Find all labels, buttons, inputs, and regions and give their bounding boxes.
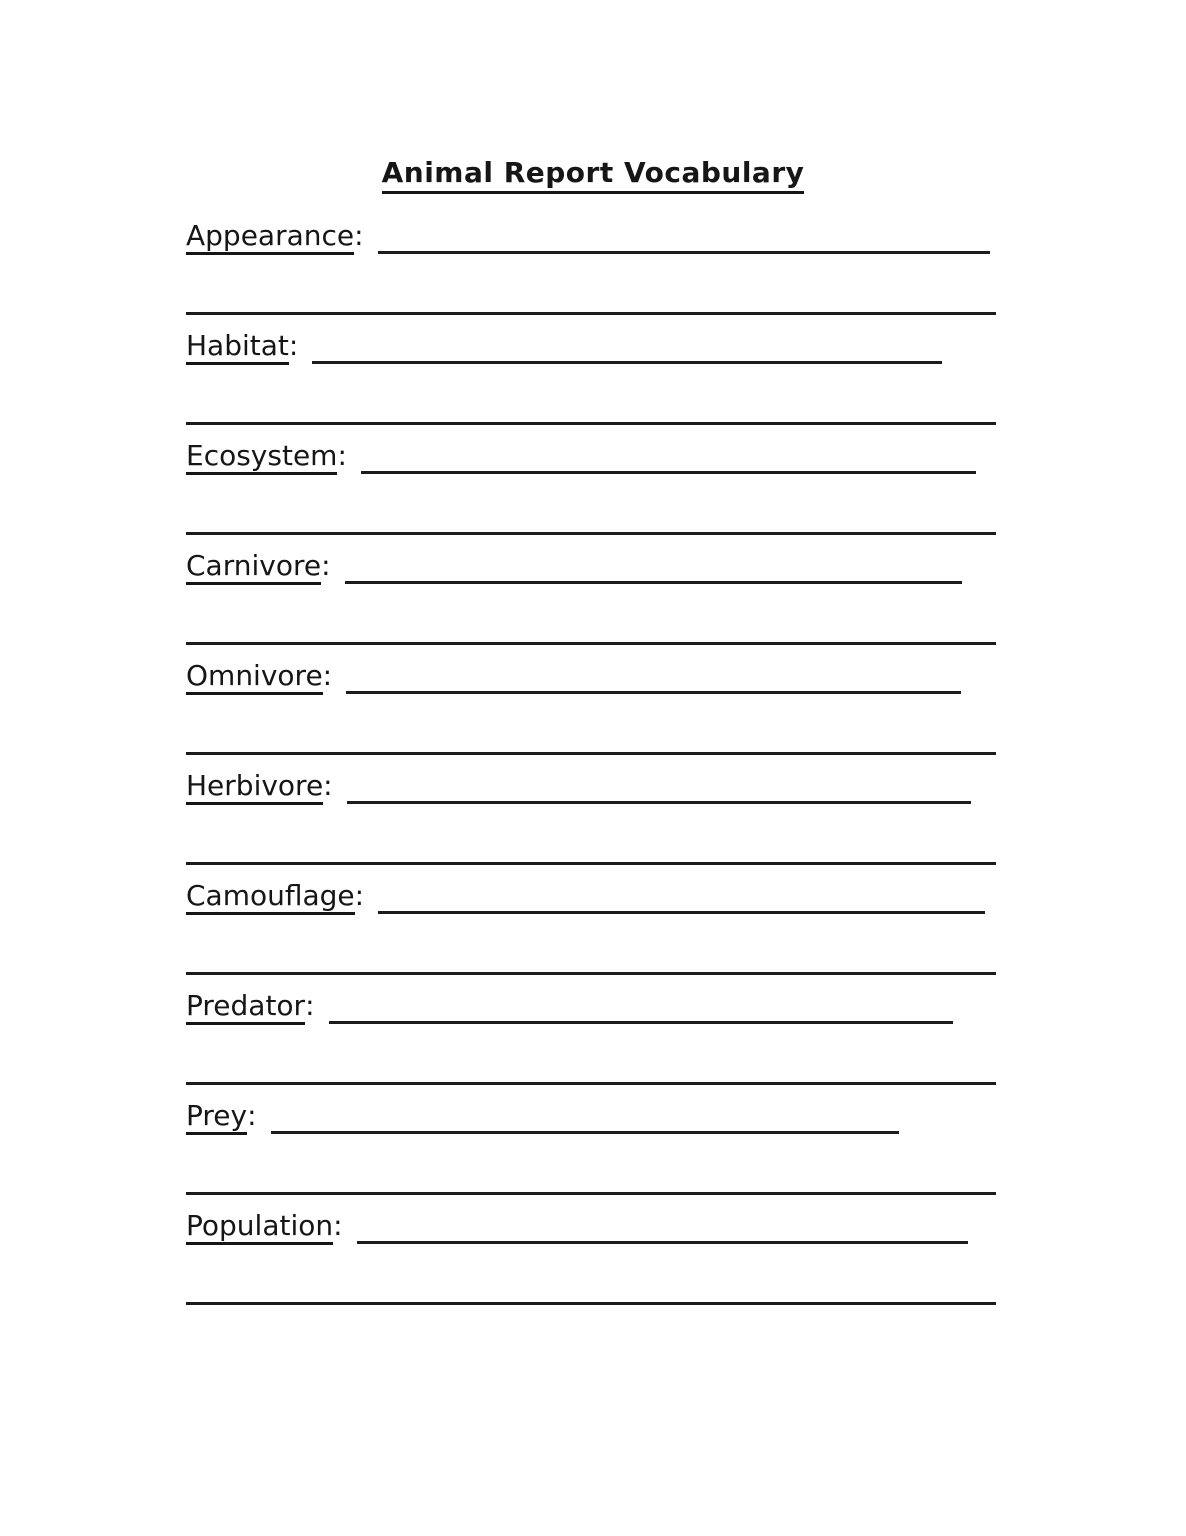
answer-blank-line-2 (186, 311, 996, 315)
field-term: Predator (186, 992, 305, 1025)
vocab-field-row (186, 879, 996, 994)
title-area (0, 0, 1186, 194)
field-colon: : (288, 329, 299, 362)
answer-blank-line-2 (186, 971, 996, 975)
vocab-field-row (186, 329, 996, 444)
vocab-field-row (186, 549, 996, 664)
answer-blank-line-2 (186, 421, 996, 425)
field-label-line (186, 989, 996, 1028)
field-term: Carnivore (186, 552, 321, 585)
field-label (186, 329, 299, 368)
vocab-field-row (186, 1209, 996, 1324)
answer-blank-line (347, 800, 971, 804)
field-label-line (186, 439, 996, 478)
field-label (186, 879, 365, 918)
field-colon: : (354, 219, 364, 252)
field-label (186, 219, 364, 258)
field-term: Camouflage (186, 882, 355, 915)
field-label-line (186, 549, 996, 588)
answer-blank-line-2 (186, 1301, 996, 1305)
answer-blank-line (346, 690, 961, 694)
answer-blank-line (378, 910, 985, 914)
answer-blank-line (329, 1020, 953, 1024)
answer-blank-line-2 (186, 641, 996, 645)
field-colon: : (247, 1099, 257, 1132)
answer-blank-line (271, 1130, 899, 1134)
vocab-field-row (186, 1099, 996, 1214)
answer-blank-line-2 (186, 751, 996, 755)
vocab-field-row (186, 219, 996, 334)
field-label-line (186, 659, 996, 698)
field-label-line (186, 219, 996, 258)
field-colon: : (337, 439, 347, 472)
field-term: Appearance (186, 222, 354, 255)
field-label (186, 989, 315, 1028)
field-label-line (186, 1099, 996, 1138)
field-label (186, 769, 333, 808)
answer-blank-line (312, 360, 942, 364)
field-term: Habitat (186, 332, 289, 365)
answer-blank-line-2 (186, 531, 996, 535)
page-title: Animal Report Vocabulary (382, 156, 805, 194)
vocab-field-row (186, 989, 996, 1104)
field-term: Prey (186, 1102, 247, 1135)
field-label-line (186, 1209, 996, 1248)
answer-blank-line-2 (186, 1191, 996, 1195)
answer-blank-line (378, 250, 990, 254)
vocab-field-list (186, 219, 996, 1324)
field-colon: : (305, 989, 315, 1022)
field-label (186, 659, 333, 698)
field-term: Herbivore (186, 772, 323, 805)
field-colon: : (333, 1209, 343, 1242)
answer-blank-line (361, 470, 976, 474)
vocab-field-row (186, 659, 996, 774)
field-colon: : (322, 659, 333, 692)
field-label (186, 439, 347, 478)
field-term: Population (186, 1212, 333, 1245)
answer-blank-line-2 (186, 1081, 996, 1085)
answer-blank-line (357, 1240, 968, 1244)
field-label (186, 549, 331, 588)
field-label (186, 1209, 343, 1248)
field-label (186, 1099, 257, 1138)
field-colon: : (321, 549, 331, 582)
field-term: Omnivore (186, 662, 323, 695)
field-colon: : (323, 769, 333, 802)
answer-blank-line-2 (186, 861, 996, 865)
field-term: Ecosystem (186, 442, 337, 475)
vocab-field-row (186, 769, 996, 884)
field-colon: : (354, 879, 365, 912)
field-label-line (186, 769, 996, 808)
vocab-field-row (186, 439, 996, 554)
field-label-line (186, 879, 996, 918)
field-label-line (186, 329, 996, 368)
answer-blank-line (345, 580, 962, 584)
